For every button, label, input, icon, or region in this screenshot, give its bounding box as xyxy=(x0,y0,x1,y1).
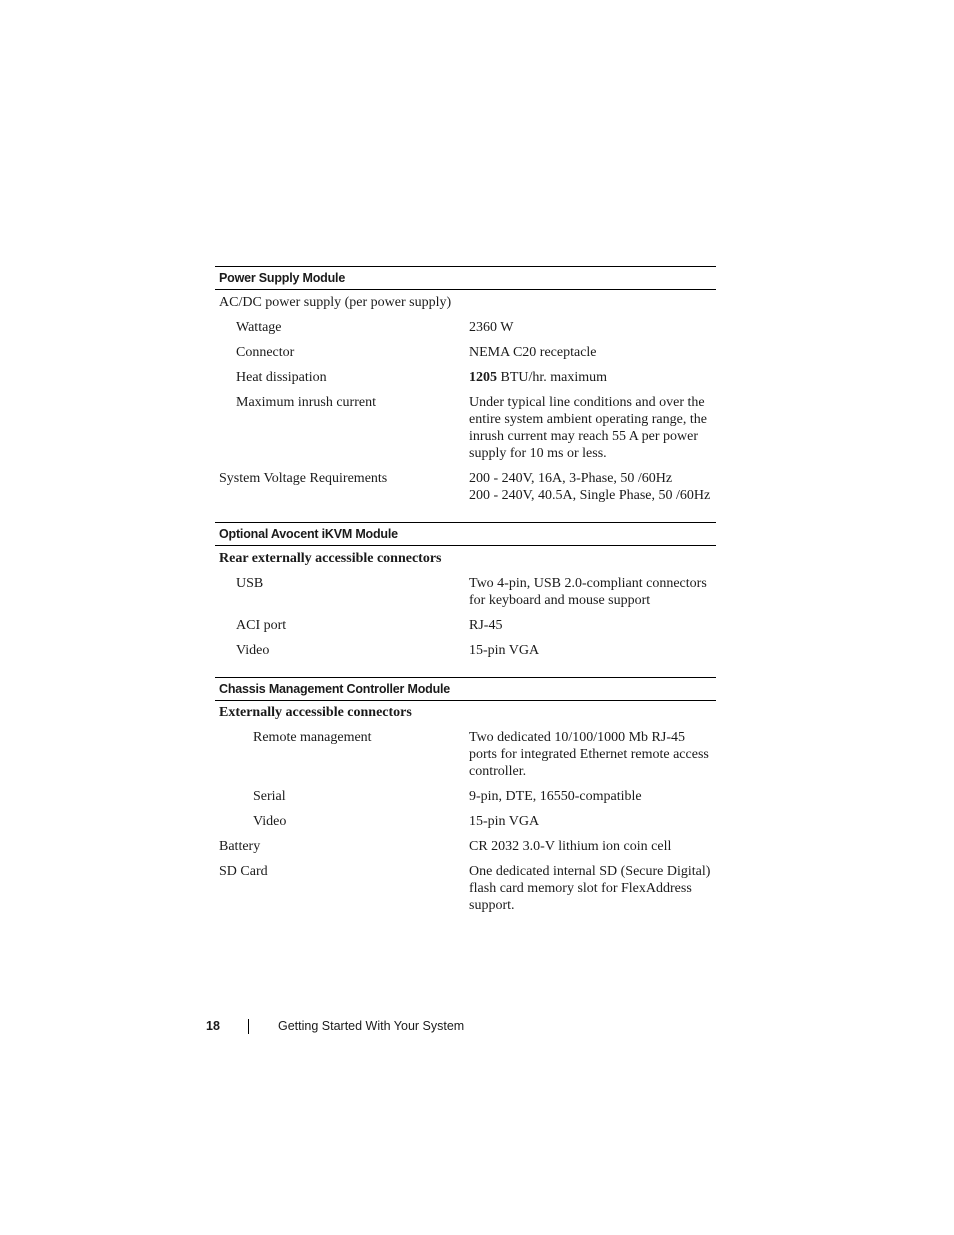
heat-row xyxy=(215,369,716,394)
ext-connectors-label: Externally accessible connectors xyxy=(219,705,412,720)
rear-connectors-row xyxy=(215,550,716,575)
heat-number: 1205 xyxy=(469,370,497,385)
page-number: 18 xyxy=(206,1019,220,1033)
rear-connectors-label: Rear externally accessible connectors xyxy=(219,551,442,566)
power-supply-section xyxy=(215,266,716,512)
aci-label: ACI port xyxy=(236,618,287,633)
connector-value: NEMA C20 receptacle xyxy=(469,345,597,360)
connector-row xyxy=(215,344,716,369)
remote-label: Remote management xyxy=(253,730,372,745)
power-supply-heading: Power Supply Module xyxy=(215,266,716,290)
heat-value xyxy=(469,369,715,386)
cmc-heading: Chassis Management Controller Module xyxy=(215,677,716,701)
battery-value: CR 2032 3.0-V lithium ion coin cell xyxy=(469,839,672,854)
cmc-video-label: Video xyxy=(253,814,287,829)
usb-label: USB xyxy=(236,576,264,591)
voltage-value-line1: 200 - 240V, 16A, 3-Phase, 50 /60Hz xyxy=(469,471,673,486)
ac-dc-label: AC/DC power supply (per power supply) xyxy=(219,295,452,310)
usb-value: Two 4-pin, USB 2.0-compliant connectors for keyboard and mouse support xyxy=(469,576,707,608)
remote-value: Two dedicated 10/100/1000 Mb RJ-45 ports for integrated Ethernet remote access controller. xyxy=(469,730,709,779)
voltage-value-line2: 200 - 240V, 40.5A, Single Phase, 50 /60Hz xyxy=(469,488,711,503)
wattage-row xyxy=(215,319,716,344)
heat-label: Heat dissipation xyxy=(236,370,327,385)
voltage-label: System Voltage Requirements xyxy=(219,471,388,486)
cmc-video-value: 15-pin VGA xyxy=(469,814,540,829)
ikvm-heading: Optional Avocent iKVM Module xyxy=(215,522,716,546)
sd-row xyxy=(215,863,716,922)
ikvm-section xyxy=(215,522,716,667)
ikvm-video-value: 15-pin VGA xyxy=(469,643,540,658)
battery-row xyxy=(215,838,716,863)
battery-label: Battery xyxy=(219,839,261,854)
ac-dc-row xyxy=(215,294,716,319)
heat-unit: BTU/hr. maximum xyxy=(497,370,608,385)
cmc-section xyxy=(215,677,716,922)
serial-label: Serial xyxy=(253,789,286,804)
voltage-value xyxy=(469,470,715,504)
remote-row xyxy=(215,729,716,788)
inrush-row xyxy=(215,394,716,470)
ikvm-video-label: Video xyxy=(236,643,270,658)
aci-value: RJ-45 xyxy=(469,618,503,633)
wattage-value: 2360 W xyxy=(469,320,514,335)
ext-connectors-row xyxy=(215,704,716,729)
voltage-row xyxy=(215,470,716,512)
chapter-title: Getting Started With Your System xyxy=(278,1019,465,1033)
footer-separator xyxy=(248,1019,249,1034)
wattage-label: Wattage xyxy=(236,320,282,335)
sd-label: SD Card xyxy=(219,864,268,879)
serial-value: 9-pin, DTE, 16550-compatible xyxy=(469,789,642,804)
inrush-value: Under typical line conditions and over the entire system ambient operating range, the inrush current may reach 55 A per power supply for 10 ms or less. xyxy=(469,395,707,461)
sd-value: One dedicated internal SD (Secure Digital) flash card memory slot for FlexAddress support. xyxy=(469,864,711,913)
ikvm-video-row xyxy=(215,642,716,667)
connector-label: Connector xyxy=(236,345,295,360)
cmc-video-row xyxy=(215,813,716,838)
inrush-label: Maximum inrush current xyxy=(236,395,376,410)
serial-row xyxy=(215,788,716,813)
aci-row xyxy=(215,617,716,642)
usb-row xyxy=(215,575,716,617)
